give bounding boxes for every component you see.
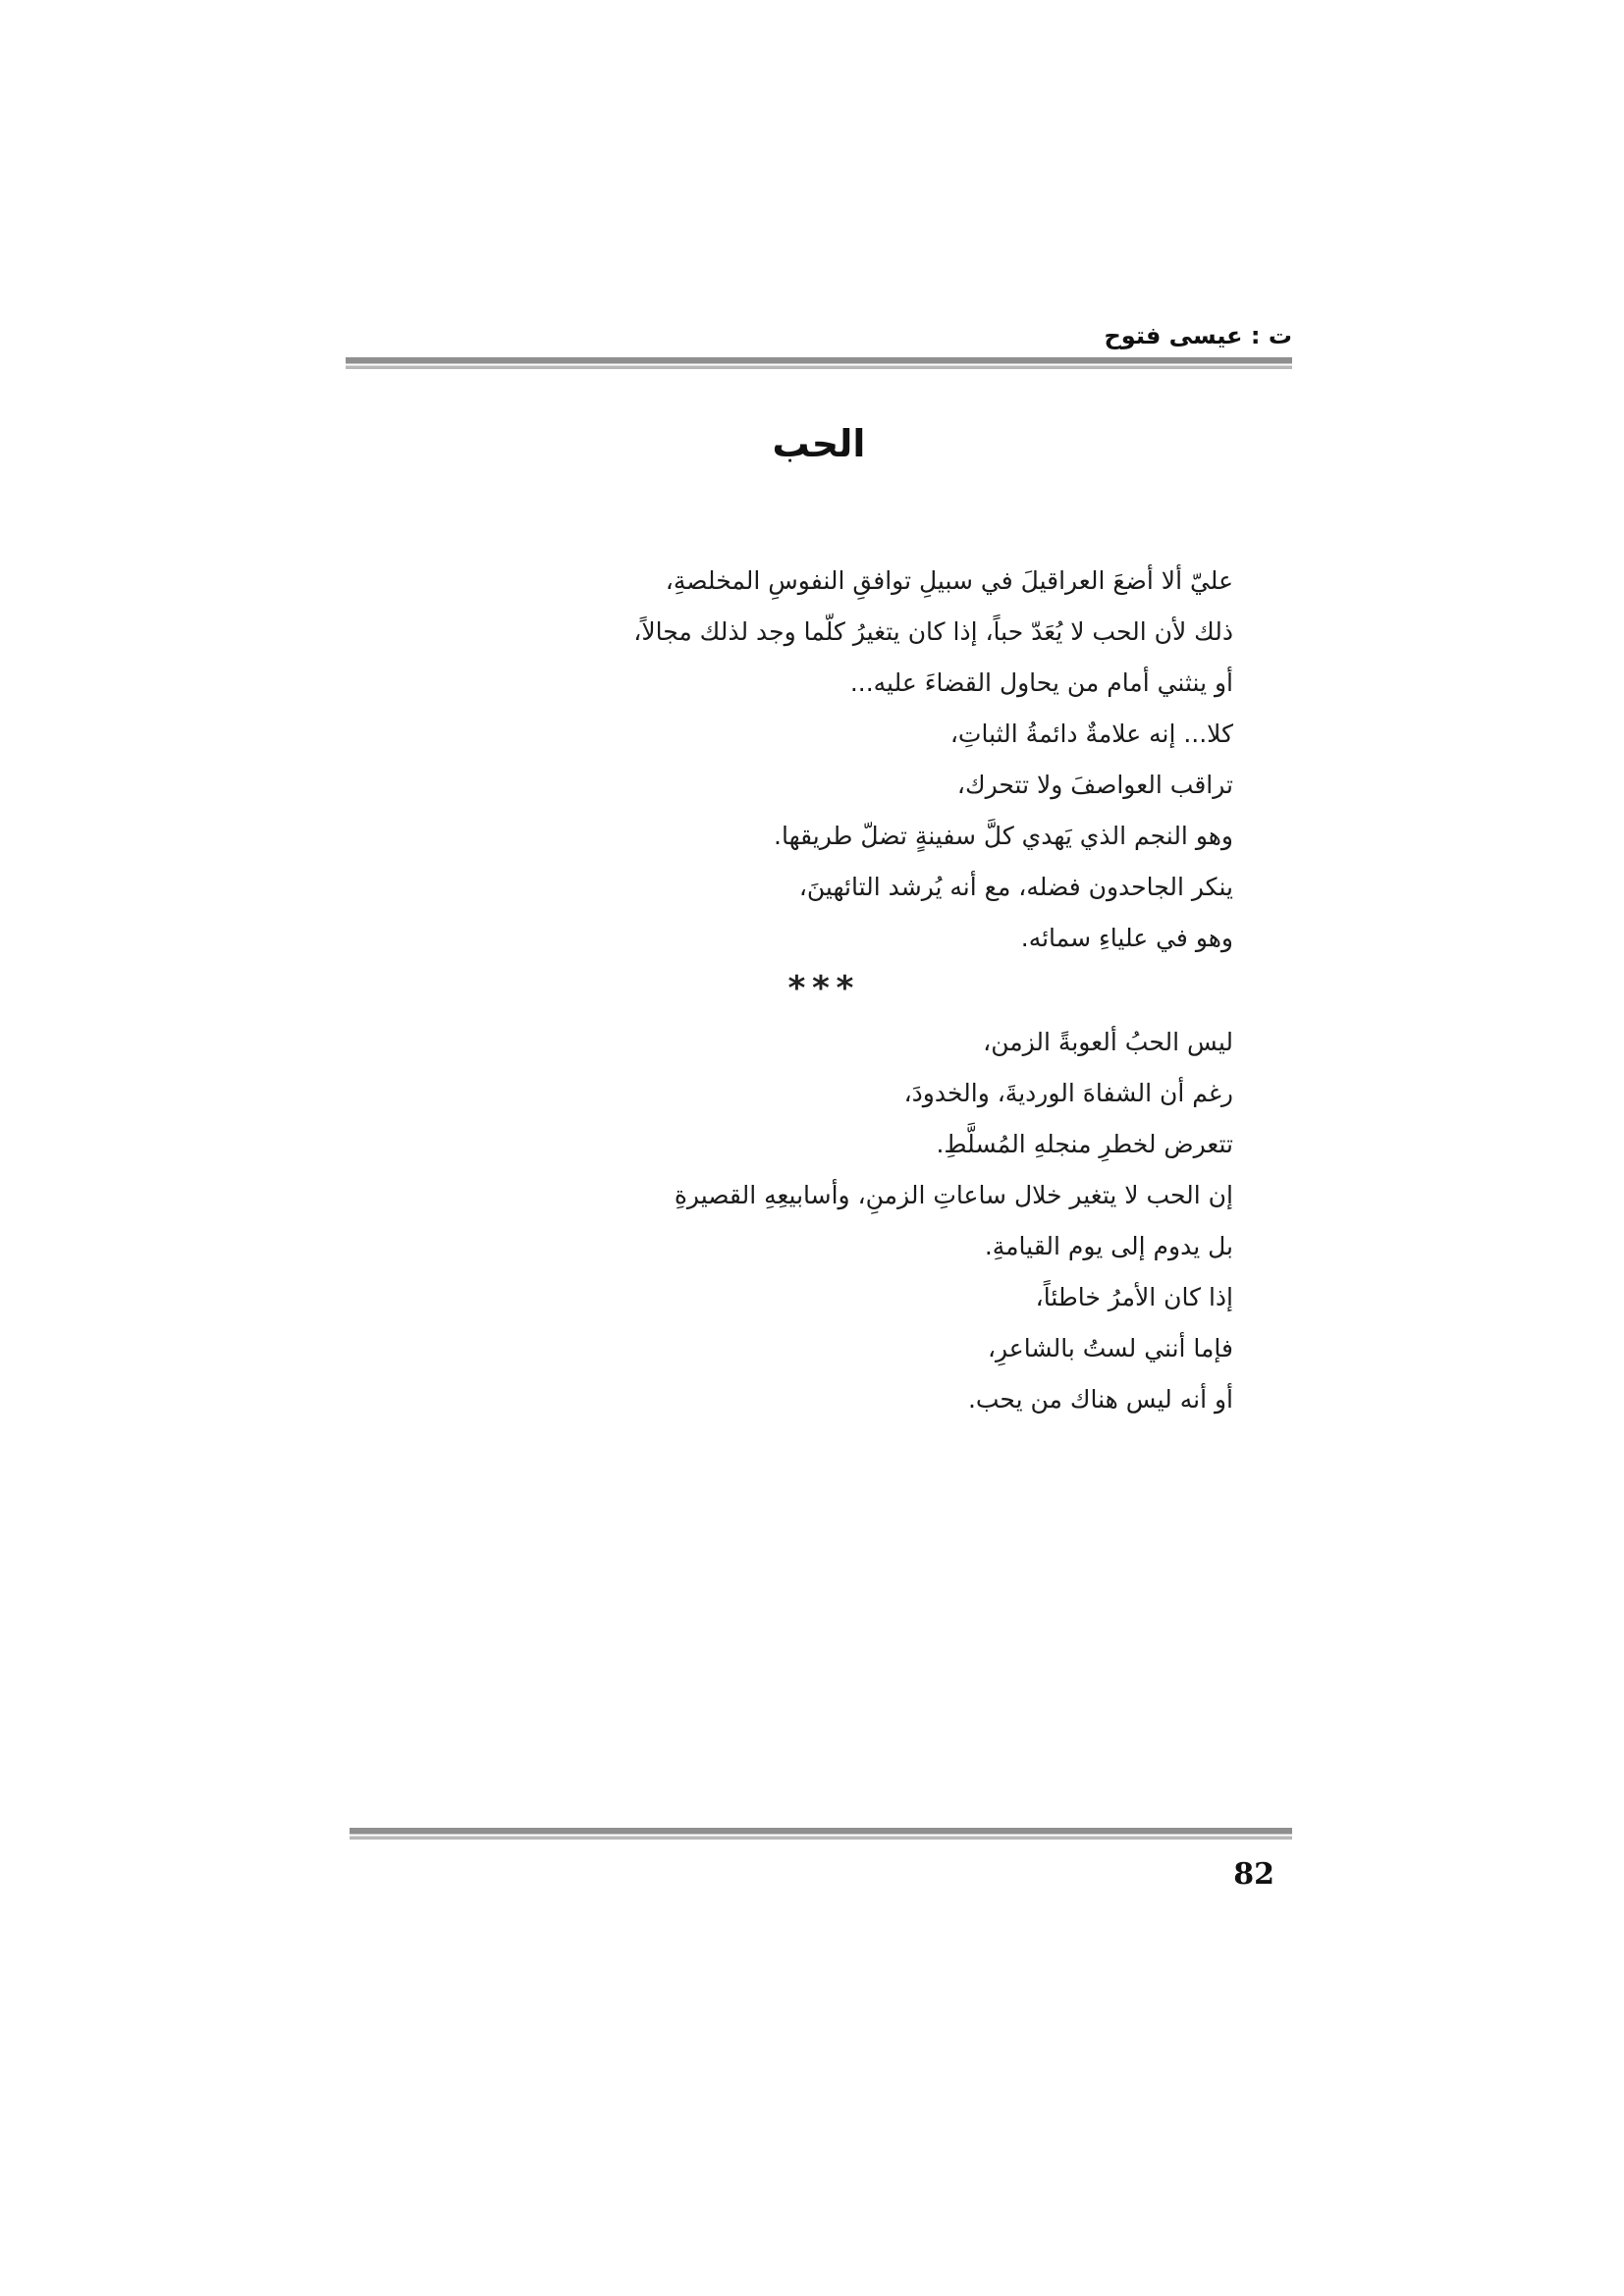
poem-line: تراقب العواصفَ ولا تتحرك، — [956, 771, 1233, 799]
poem-line: بل يدوم إلى يوم القيامةِ. — [984, 1232, 1233, 1260]
poem-body — [412, 556, 1233, 1425]
poem-line: رغم أن الشفاهَ الورديةَ، والخدودَ، — [903, 1079, 1233, 1107]
poem-line: عليّ ألا أضعَ العراقيلَ في سبيلِ توافقِ النفوسِ المخلصةِ، — [665, 566, 1233, 595]
poem-line: كلا... إنه علامةٌ دائمةُ الثباتِ، — [949, 720, 1233, 748]
poem-line: أو أنه ليس هناك من يحب. — [967, 1385, 1233, 1414]
poem-line: ينكر الجاحدون فضله، مع أنه يُرشد التائهينَ، — [798, 873, 1233, 901]
poem-line: ليس الحبُ ألعوبةً الزمن، — [983, 1028, 1233, 1056]
poem-line: وهو النجم الذي يَهدي كلَّ سفينةٍ تضلّ طريقها. — [774, 822, 1233, 850]
poem-line: أو ينثني أمام من يحاول القضاءَ عليه... — [849, 668, 1233, 697]
poem-line: إذا كان الأمرُ خاطئاً، — [1035, 1283, 1233, 1311]
poem-line: إن الحب لا يتغير خلال ساعاتِ الزمنِ، وأسابيعِهِ القصيرةِ — [674, 1181, 1233, 1209]
footer-rule — [350, 1828, 1292, 1840]
poem-line: تتعرض لخطرِ منجلهِ المُسلَّطِ. — [936, 1130, 1233, 1158]
poem-line: فإما أنني لستُ بالشاعرِ، — [987, 1334, 1233, 1362]
poem-line: ذلك لأن الحب لا يُعَدّ حباً، إذا كان يتغيرُ كلّما وجد لذلك مجالاً، — [633, 617, 1233, 646]
header-author: ت : عيسى فتوح — [1104, 322, 1292, 349]
poem-title: الحب — [772, 422, 866, 465]
poem-line: وهو في علياءِ سمائه. — [1020, 924, 1233, 952]
stanza-separator: *** — [786, 969, 859, 1008]
page-number: 82 — [1233, 1857, 1274, 1892]
header-rule — [346, 357, 1292, 369]
